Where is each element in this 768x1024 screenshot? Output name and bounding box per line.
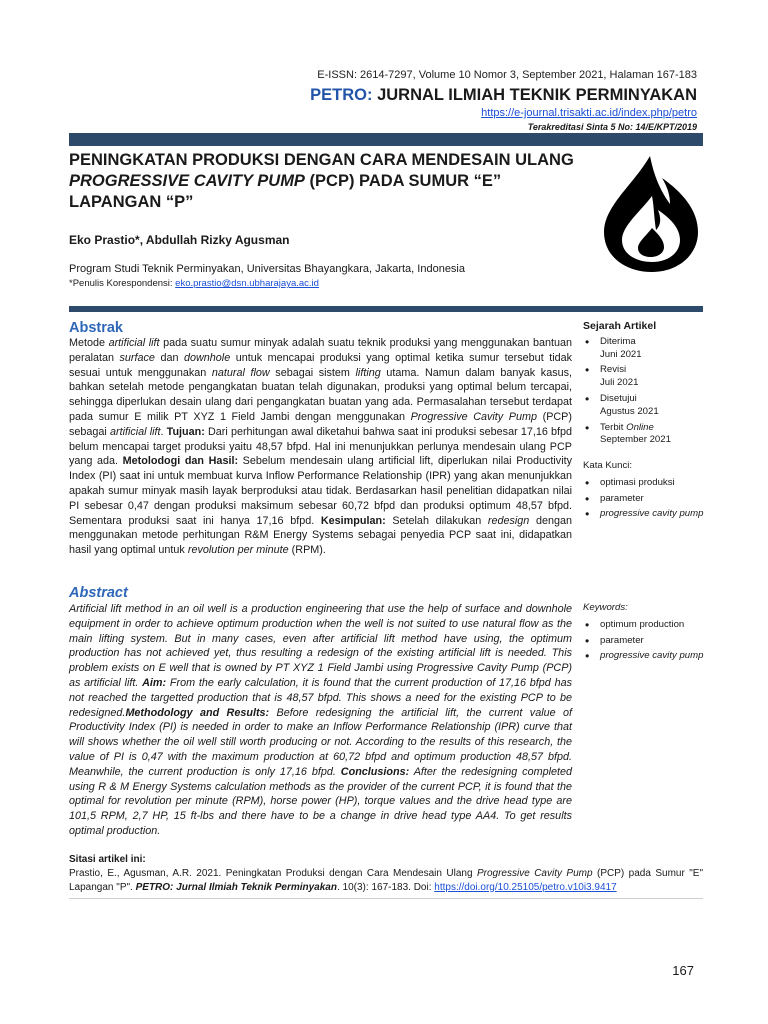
title-italic: PROGRESSIVE CAVITY PUMP (69, 172, 305, 190)
citation-journal: PETRO: Jurnal Ilmiah Teknik Perminyakan (135, 881, 337, 893)
abstrak-paragraph (69, 336, 572, 558)
affiliation: Program Studi Teknik Perminyakan, Universitas Bhayangkara, Jakarta, Indonesia (69, 263, 465, 275)
abstrak-label-tujuan: Tujuan: (166, 425, 205, 438)
keywords-label: Keywords: (583, 602, 628, 613)
history-label-italic: Online (626, 421, 654, 433)
abstrak-text: pada suatu sumur minyak adalah suatu teknik produksi yang menggunakan bantuan peralatan (69, 337, 572, 364)
kata-kunci-item: • progressive cavity pump (583, 508, 707, 521)
issn-line: E-ISSN: 2614-7297, Volume 10 Nomor 3, September 2021, Halaman 167-183 (317, 69, 697, 81)
abstract-text: Artificial lift method in an oil well is a production engineering that use the help of surface and downhole equipment in order to achieve optimum production when the well is not suited to use natural flow as the main lifting system. But in many cases, even after artificial lift method have using, the optimum production has not achieved yet, thus resulting a redesign of the existing artificial lift is needed. This problem exists on E well that is owned by PT XYZ 1 Field Jambi using Progressive Cavity Pump (PCP) as artificial lift. (69, 603, 572, 689)
correspondence-email-link[interactable]: eko.prastio@dsn.ubharajaya.ac.id (175, 278, 319, 289)
abstract-text: From the early calculation, it is found that the current production of 17,16 bfpd has not reached the targetted production that is 48,57 bfpd. This shows a need for the existing PCP to be redesigned. (69, 676, 572, 719)
citation-divider (69, 898, 703, 899)
abstrak-text: Metode (69, 337, 109, 349)
history-label: • Disetujui (600, 392, 637, 404)
keyword-item: • optimum production (583, 619, 707, 632)
accreditation-text: Terakreditasi Sinta 5 No: 14/E/KPT/2019 (527, 122, 697, 132)
section-divider-bar (69, 306, 703, 312)
abstract-text: After the redesigning completed using R & M Energy Systems calculation methods as the provider of the current PCP, it is found that the optimal for revolution per minute (RPM), horse power (HP), torque values and the drive head type are 101,5 RPM, 2,7 HP, 15 ft-lbs and there have to be a change in drive head type AA4. To get results optimal production. (69, 765, 572, 837)
abstrak-text: (PCP) sebagai (69, 410, 572, 438)
abstrak-text: utama. Namun dalam banyak kasus, bahkan setelah metode pengangkatan buatan telah digunakan, produksi yang optimal belum tercapai, sehingga diperlukan desain ulang dari pengangkatan buatan yang ada. Permasalahan tersebut terdapat pada sumur E milik PT XYZ 1 Field Jambi dengan menggunakan (69, 366, 573, 423)
abstrak-text: Dari perhitungan awal diketahui bahwa saat ini produksi sebesar 17,16 bfpd belum mencapai target produksi yaitu 48,57 bfpd. Hal ini menunjukkan perlunya mendesain ulang PCP yang ada. (69, 425, 572, 468)
keyword-item: • progressive cavity pump (583, 650, 707, 663)
page-number: 167 (672, 963, 694, 978)
history-date: Agustus 2021 (600, 405, 659, 417)
journal-url-link[interactable]: https://e-journal.trisakti.ac.id/index.php/petro (481, 107, 697, 119)
abstract-label-conclusions: Conclusions: (340, 765, 410, 778)
abstrak-heading: Abstrak (69, 320, 123, 336)
history-item (583, 336, 707, 362)
abstrak-term: redesign (487, 514, 530, 527)
abstrak-text: . (160, 425, 167, 438)
history-date: Juni 2021 (600, 348, 642, 360)
history-label: • Revisi (600, 364, 627, 376)
journal-title (310, 86, 697, 105)
correspondence (69, 278, 319, 289)
abstrak-term: natural flow (211, 366, 270, 379)
keyword-item: • parameter (583, 635, 707, 648)
abstrak-term: artificial lift (109, 425, 161, 438)
title-part-2: (PCP) PADA SUMUR “E” LAPANGAN “P” (69, 172, 502, 211)
kata-kunci-item: • optimasi produksi (583, 477, 707, 490)
abstract-paragraph (69, 602, 572, 839)
history-label: Terbit (600, 421, 627, 433)
history-date: September 2021 (600, 434, 671, 446)
abstract-label-methodology: Methodology and Results: (125, 706, 270, 719)
citation-heading: Sitasi artikel ini: (69, 854, 146, 865)
abstract-label-aim: Aim: (142, 676, 167, 689)
kata-kunci-label: Kata Kunci: (583, 460, 633, 471)
abstrak-label-metodologi: Metolodogi dan Hasil: (122, 455, 239, 468)
correspondence-label: *Penulis Korespondensi: (69, 278, 176, 289)
history-date: Juli 2021 (600, 377, 639, 389)
citation-text (69, 867, 703, 894)
abstrak-term: lifting (355, 366, 381, 379)
history-item (583, 422, 707, 448)
authors: Eko Prastio*, Abdullah Rizky Agusman (69, 233, 290, 247)
abstrak-text: Setelah dilakukan (385, 514, 488, 527)
abstrak-text: untuk mencapai produksi yang optimal ketika sumur tersebut tidak sesuai untuk menggunakan (69, 351, 572, 379)
history-item (583, 364, 707, 390)
journal-drop-logo (598, 154, 704, 274)
doi-link[interactable]: https://doi.org/10.25105/petro.v10i3.9417 (434, 881, 617, 893)
history-heading: Sejarah Artikel (583, 320, 657, 332)
citation-part: Prastio, E., Agusman, A.R. 2021. Peningkatan Produksi dengan Cara Mendesain Ulang (69, 868, 477, 879)
kata-kunci-list (583, 460, 707, 524)
history-label: • Diterima (600, 335, 636, 347)
abstrak-text: dengan menggunakan metode perhitungan R&M Energy Systems sebagai penyedia PCP saat ini, didapatkan hasil yang optimal untuk (69, 514, 572, 557)
kata-kunci-item: • parameter (583, 493, 707, 506)
abstrak-term: Progressive Cavity Pump (410, 410, 537, 423)
abstrak-text: dan (154, 351, 184, 364)
history-item (583, 393, 707, 419)
journal-prefix: PETRO: (310, 86, 373, 104)
abstrak-term: revolution per minute (187, 544, 289, 557)
title-part-1: PENINGKATAN PRODUKSI DENGAN CARA MENDESAIN ULANG (69, 151, 574, 169)
abstrak-text: (RPM). (288, 544, 326, 557)
abstrak-text: sebagai sistem (269, 366, 356, 379)
citation-italic: Progressive Cavity Pump (476, 868, 593, 879)
abstrak-term: surface (119, 351, 155, 364)
header-bar (69, 133, 703, 146)
article-history (583, 320, 707, 450)
citation-part: (PCP) pada Sumur "E" Lapangan "P". (69, 868, 703, 893)
abstrak-term: artificial lift (108, 337, 160, 349)
article-title (69, 150, 589, 213)
citation-part: . 10(3): 167-183. Doi: (336, 881, 435, 893)
abstrak-label-kesimpulan: Kesimpulan: (320, 514, 386, 527)
keywords-list (583, 602, 707, 666)
abstrak-text: Sebelum mendesain ulang artificial lift, diperlukan nilai Productivity Index (PI) saat ini untuk membuat kurva Inflow Performance Relationship (IPR) yang akan menunjukkan apakah sumur minyak masih layak berproduksi atau tidak. Berdasarkan hasil penelitian didapatkan nilai PI sebesar 0,47 dengan produksi maksimum sebesar 60,72 bfpd dan produksi optimum 48,57 bfpd. Sementara produksi saat ini hanya 17,16 bfpd. (69, 455, 572, 527)
abstrak-term: downhole (183, 351, 231, 364)
abstract-heading: Abstract (69, 585, 128, 601)
journal-name: JURNAL ILMIAH TEKNIK PERMINYAKAN (377, 86, 697, 104)
abstract-text: Before redesigning the artificial lift, the current value of Productivity Index (PI) is needed in order to make an Inflow Performance Relationship (IPR) curve that will shows whether the oil well still worth producing or not. According to the results of this research, the value of PI is 0,47 with the maximum production at 60,72 bfpd and optimum production 48,57 bfpd. Meanwhile, the current production is only 17,16 bfpd. (69, 706, 572, 778)
